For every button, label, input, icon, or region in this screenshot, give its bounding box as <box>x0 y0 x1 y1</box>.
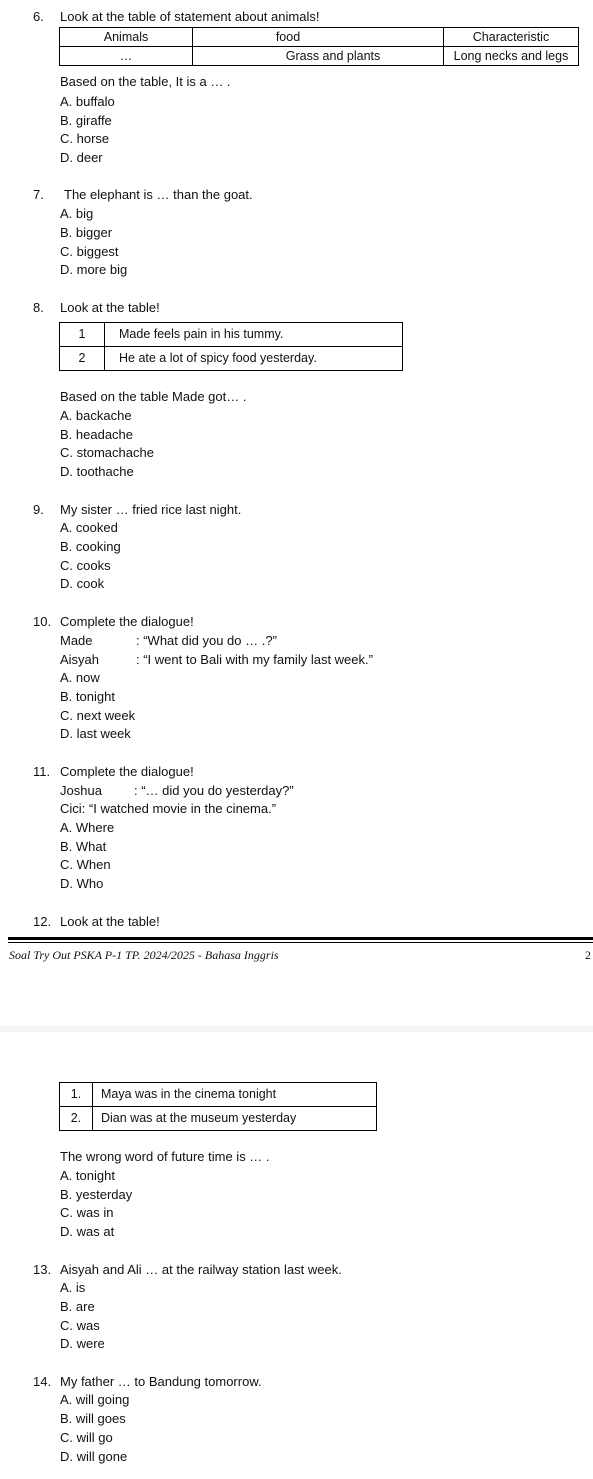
question-8-number: 8. <box>33 300 44 315</box>
option[interactable]: D. was at <box>60 1224 115 1239</box>
option[interactable]: A. tonight <box>60 1168 115 1183</box>
page-number: 2 <box>585 948 591 962</box>
symptom-table <box>59 322 403 371</box>
question-12-prompt: The wrong word of future time is … . <box>60 1149 270 1164</box>
table-header: Animals <box>60 28 193 47</box>
question-7-text: The elephant is … than the goat. <box>64 187 253 202</box>
question-6-text: Look at the table of statement about animals! <box>60 9 320 24</box>
dialogue-line: Cici: “I watched movie in the cinema.” <box>60 801 277 816</box>
option[interactable]: A. Where <box>60 820 115 835</box>
question-7-number: 7. <box>33 187 44 202</box>
option[interactable]: C. cooks <box>60 558 111 573</box>
question-14-text: My father … to Bandung tomorrow. <box>60 1374 262 1389</box>
table-cell: … <box>60 47 193 66</box>
option[interactable]: C. was in <box>60 1205 114 1220</box>
option[interactable]: B. will goes <box>60 1411 126 1426</box>
page-break <box>0 1026 593 1032</box>
option[interactable]: A. backache <box>60 408 132 423</box>
question-12-text: Look at the table! <box>60 914 160 929</box>
dialogue-line: : “What did you do … .?” <box>136 633 277 648</box>
question-11-text: Complete the dialogue! <box>60 764 194 779</box>
dialogue-speaker: Made <box>60 633 93 648</box>
table-cell: Maya was in the cinema tonight <box>93 1083 377 1107</box>
option[interactable]: B. are <box>60 1299 95 1314</box>
table-cell: Dian was at the museum yesterday <box>93 1107 377 1131</box>
option[interactable]: A. is <box>60 1280 86 1295</box>
table-cell: Grass and plants <box>193 47 444 66</box>
question-11-number: 11. <box>33 764 51 779</box>
question-8-text: Look at the table! <box>60 300 160 315</box>
table-cell: 2. <box>60 1107 93 1131</box>
question-10-text: Complete the dialogue! <box>60 614 194 629</box>
option[interactable]: B. What <box>60 839 107 854</box>
animals-table <box>59 27 579 66</box>
table-header: Characteristic <box>444 28 579 47</box>
option[interactable]: B. giraffe <box>60 113 112 128</box>
table-cell: 1 <box>60 323 105 347</box>
dialogue-line: : “I went to Bali with my family last week.” <box>136 652 373 667</box>
time-table <box>59 1082 377 1131</box>
dialogue-speaker: Aisyah <box>60 652 100 667</box>
option[interactable]: B. bigger <box>60 225 113 240</box>
question-13-text: Aisyah and Ali … at the railway station last week. <box>60 1262 342 1277</box>
option[interactable]: C. next week <box>60 708 136 723</box>
option[interactable]: C. biggest <box>60 244 119 259</box>
table-cell: He ate a lot of spicy food yesterday. <box>105 347 403 371</box>
option[interactable]: C. horse <box>60 131 110 146</box>
table-cell: 1. <box>60 1083 93 1107</box>
table-cell: 2 <box>60 347 105 371</box>
option[interactable]: C. will go <box>60 1430 113 1445</box>
table-header: food <box>193 28 444 47</box>
footer-rule <box>8 937 593 940</box>
option[interactable]: A. cooked <box>60 520 118 535</box>
footer-rule <box>8 942 593 943</box>
option[interactable]: D. Who <box>60 876 104 891</box>
option[interactable]: D. will gone <box>60 1449 128 1464</box>
option[interactable]: A. big <box>60 206 94 221</box>
option[interactable]: A. will going <box>60 1392 130 1407</box>
footer-title: Soal Try Out PSKA P-1 TP. 2024/2025 - Bahasa Inggris <box>9 948 279 962</box>
option[interactable]: B. cooking <box>60 539 121 554</box>
question-9-number: 9. <box>33 502 44 517</box>
question-12-number: 12. <box>33 914 52 929</box>
dialogue-speaker: Joshua <box>60 783 102 798</box>
option[interactable]: C. was <box>60 1318 100 1333</box>
question-9-text: My sister … fried rice last night. <box>60 502 242 517</box>
option[interactable]: D. toothache <box>60 464 134 479</box>
question-6-prompt: Based on the table, It is a … . <box>60 74 231 89</box>
question-6-number: 6. <box>33 9 44 24</box>
table-cell: Made feels pain in his tummy. <box>105 323 403 347</box>
question-10-number: 10. <box>33 614 52 629</box>
option[interactable]: D. cook <box>60 576 105 591</box>
option[interactable]: D. were <box>60 1336 105 1351</box>
question-8-prompt: Based on the table Made got… . <box>60 389 247 404</box>
option[interactable]: B. yesterday <box>60 1187 133 1202</box>
option[interactable]: C. When <box>60 857 111 872</box>
option[interactable]: D. last week <box>60 726 131 741</box>
option[interactable]: D. deer <box>60 150 103 165</box>
option[interactable]: D. more big <box>60 262 128 277</box>
question-14-number: 14. <box>33 1374 52 1389</box>
option[interactable]: B. headache <box>60 427 134 442</box>
table-cell: Long necks and legs <box>444 47 579 66</box>
question-13-number: 13. <box>33 1262 52 1277</box>
option[interactable]: B. tonight <box>60 689 115 704</box>
dialogue-line: : “… did you do yesterday?” <box>134 783 294 798</box>
option[interactable]: A. buffalo <box>60 94 115 109</box>
option[interactable]: A. now <box>60 670 100 685</box>
option[interactable]: C. stomachache <box>60 445 154 460</box>
